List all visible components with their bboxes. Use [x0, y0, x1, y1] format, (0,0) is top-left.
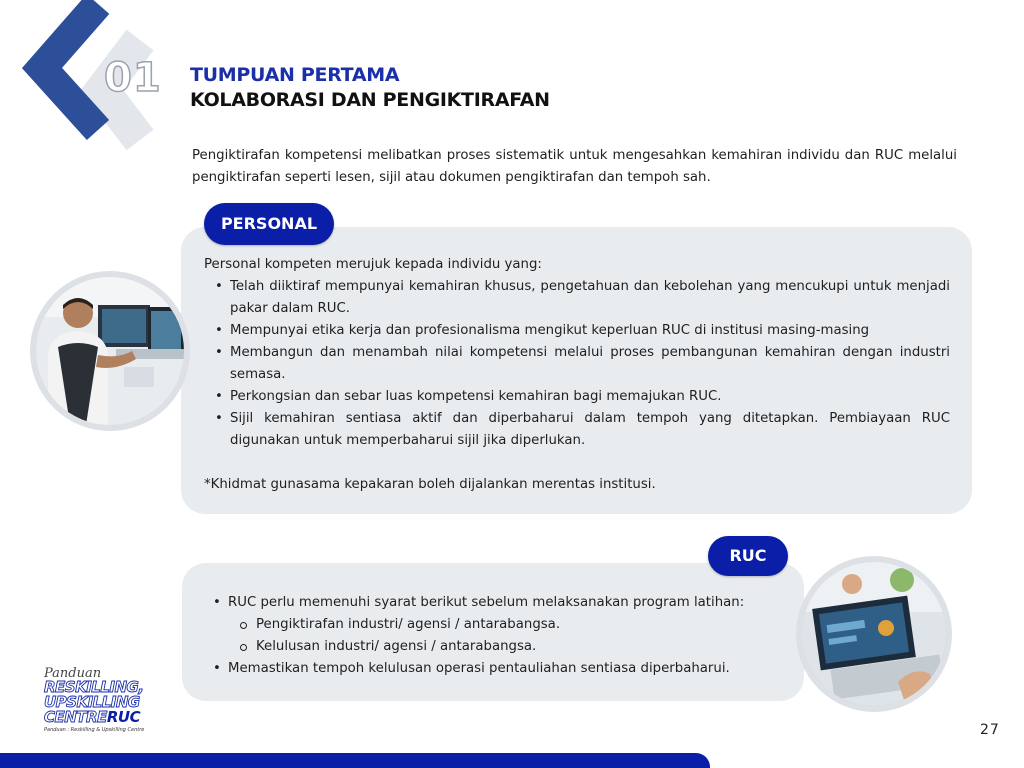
- personal-note: *Khidmat gunasama kepakaran boleh dijalankan merentas institusi.: [204, 477, 656, 492]
- logo-line-2: UPSKILLING: [44, 693, 140, 711]
- ruc-list: [202, 592, 792, 680]
- ruc-label: RUC: [708, 536, 788, 576]
- logo-tagline: Panduan : Reskilling & Upskilling Centre: [44, 727, 145, 733]
- ruc-photo: [796, 556, 952, 712]
- list-item: • Telah diiktiraf mempunyai kemahiran khusus, pengetahuan dan kebolehan yang mencukupi untuk menjadi pakar dalam RUC.: [204, 276, 950, 320]
- logo-script: Panduan: [44, 666, 102, 681]
- footer-bar: [0, 753, 710, 768]
- list-item: • Memastikan tempoh kelulusan operasi pentauliahan sentiasa diperbaharui.: [202, 658, 792, 680]
- list-item: [202, 592, 792, 658]
- list-item: • Membangun dan menambah nilai kompetensi melalui proses pembangunan kemahiran dengan industri semasa.: [204, 342, 950, 386]
- list-item: • Sijil kemahiran sentiasa aktif dan diperbaharui dalam tempoh yang ditetapkan. Pembiayaan RUC digunakan untuk memperbaharui sijil jika diperlukan.: [204, 408, 950, 452]
- personal-list: [204, 276, 950, 452]
- sub-list-item: Pengiktirafan industri/ agensi / antarabangsa.: [228, 614, 792, 636]
- intro-paragraph: Pengiktirafan kompetensi melibatkan proses sistematik untuk mengesahkan kemahiran individu dan RUC melalui pengiktirafan seperti lesen, sijil atau dokumen pengiktirafan dan tempoh sah.: [192, 148, 957, 185]
- list-item: • Mempunyai etika kerja dan profesionalisma mengikut keperluan RUC di institusi masing-masing: [204, 320, 950, 342]
- personal-label: PERSONAL: [204, 203, 334, 245]
- sub-list-item: Kelulusan industri/ agensi / antarabangsa.: [228, 636, 792, 658]
- section-number: 01: [104, 55, 162, 101]
- ruc-logo: [44, 668, 154, 733]
- section-subtitle: KOLABORASI DAN PENGIKTIRAFAN: [190, 89, 550, 111]
- personal-lead: Personal kompeten merujuk kepada individu yang:: [204, 257, 542, 272]
- list-item: • Perkongsian dan sebar luas kompetensi kemahiran bagi memajukan RUC.: [204, 386, 950, 408]
- logo-line-1: RESKILLING,: [44, 678, 144, 696]
- personal-photo: [30, 271, 190, 431]
- section-title: TUMPUAN PERTAMA: [190, 64, 400, 86]
- page-number: 27: [980, 722, 1000, 738]
- logo-line-3: CENTRERUC: [44, 708, 141, 726]
- ruc-requirement: RUC perlu memenuhi syarat berikut sebelum melaksanakan program latihan:: [228, 595, 745, 610]
